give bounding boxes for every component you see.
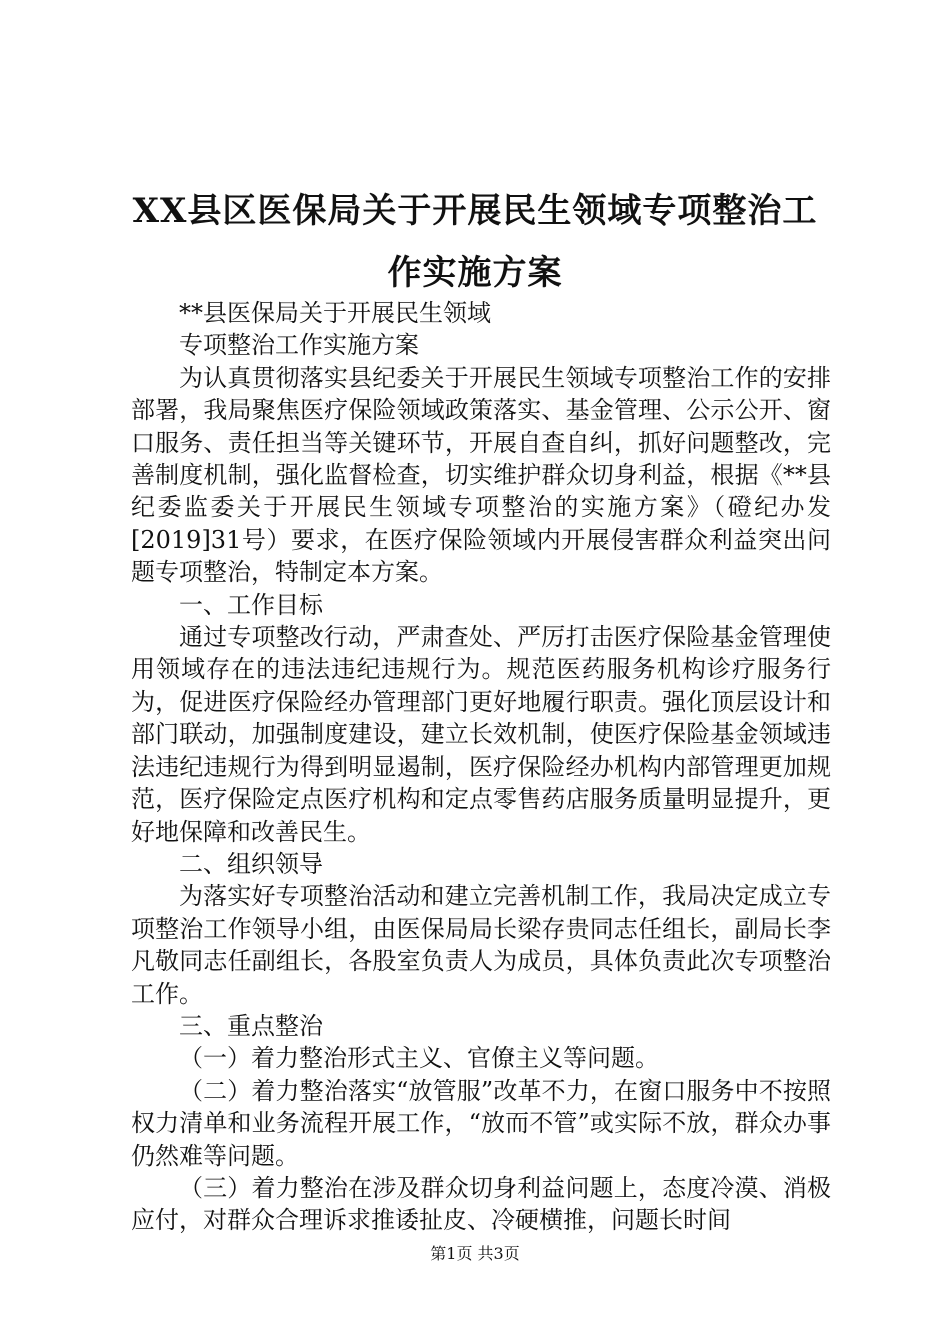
document-body <box>131 297 831 1237</box>
document-title: XX县区医保局关于开展民生领域专项整治工作实施方案 <box>132 191 818 293</box>
paragraph-subtitle-line-1: **县医保局关于开展民生领域 <box>179 299 491 327</box>
paragraph-goals: 通过专项整改行动，严肃查处、严厉打击医疗保险基金管理使用领域存在的违法违纪违规行为。规范医药服务机构诊疗服务行为，促进医疗保险经办管理部门更好地履行职责。强化顶层设计和部门联动，加强制度建设，建立长效机制，使医疗保险基金领域违法违纪违规行为得到明显遏制，医疗保险经办机构内部管理更加规范，医疗保险定点医疗机构和定点零售药店服务质量明显提升，更好地保障和改善民生。 <box>131 623 831 846</box>
section-heading-goals: 一、工作目标 <box>179 590 323 619</box>
paragraph-focus-3: （三）着力整治在涉及群众切身利益问题上，态度冷漠、消极应付，对群众合理诉求推诿扯皮、冷硬横推，问题长时间 <box>131 1173 831 1235</box>
section-heading-leadership: 二、组织领导 <box>179 849 323 878</box>
paragraph-focus-2: （二）着力整治落实“放管服”改革不力，在窗口服务中不按照权力清单和业务流程开展工作，“放而不管”或实际不放，群众办事仍然难等问题。 <box>131 1076 831 1170</box>
section-heading-focus: 三、重点整治 <box>179 1011 323 1040</box>
paragraph-leadership: 为落实好专项整治活动和建立完善机制工作，我局决定成立专项整治工作领导小组，由医保局局长梁存贵同志任组长，副局长李凡敬同志任副组长，各股室负责人为成员，具体负责此次专项整治工作。 <box>131 882 831 1008</box>
paragraph-intro: 为认真贯彻落实县纪委关于开展民生领域专项整治工作的安排部署，我局聚焦医疗保险领域政策落实、基金管理、公示公开、窗口服务、责任担当等关键环节，开展自查自纠，抓好问题整改，完善制度机制，强化监督检查，切实维护群众切身利益，根据《**县纪委监委关于开展民生领域专项整治的实施方案》（磴纪办发[2019]31号）要求，在医疗保险领域内开展侵害群众利益突出问题专项整治，特制定本方案。 <box>131 363 831 587</box>
paragraph-focus-1: （一）着力整治形式主义、官僚主义等问题。 <box>179 1044 659 1073</box>
page-footer: 第1页 共3页 <box>430 1244 520 1263</box>
paragraph-subtitle-line-2: 专项整治工作实施方案 <box>179 331 419 360</box>
